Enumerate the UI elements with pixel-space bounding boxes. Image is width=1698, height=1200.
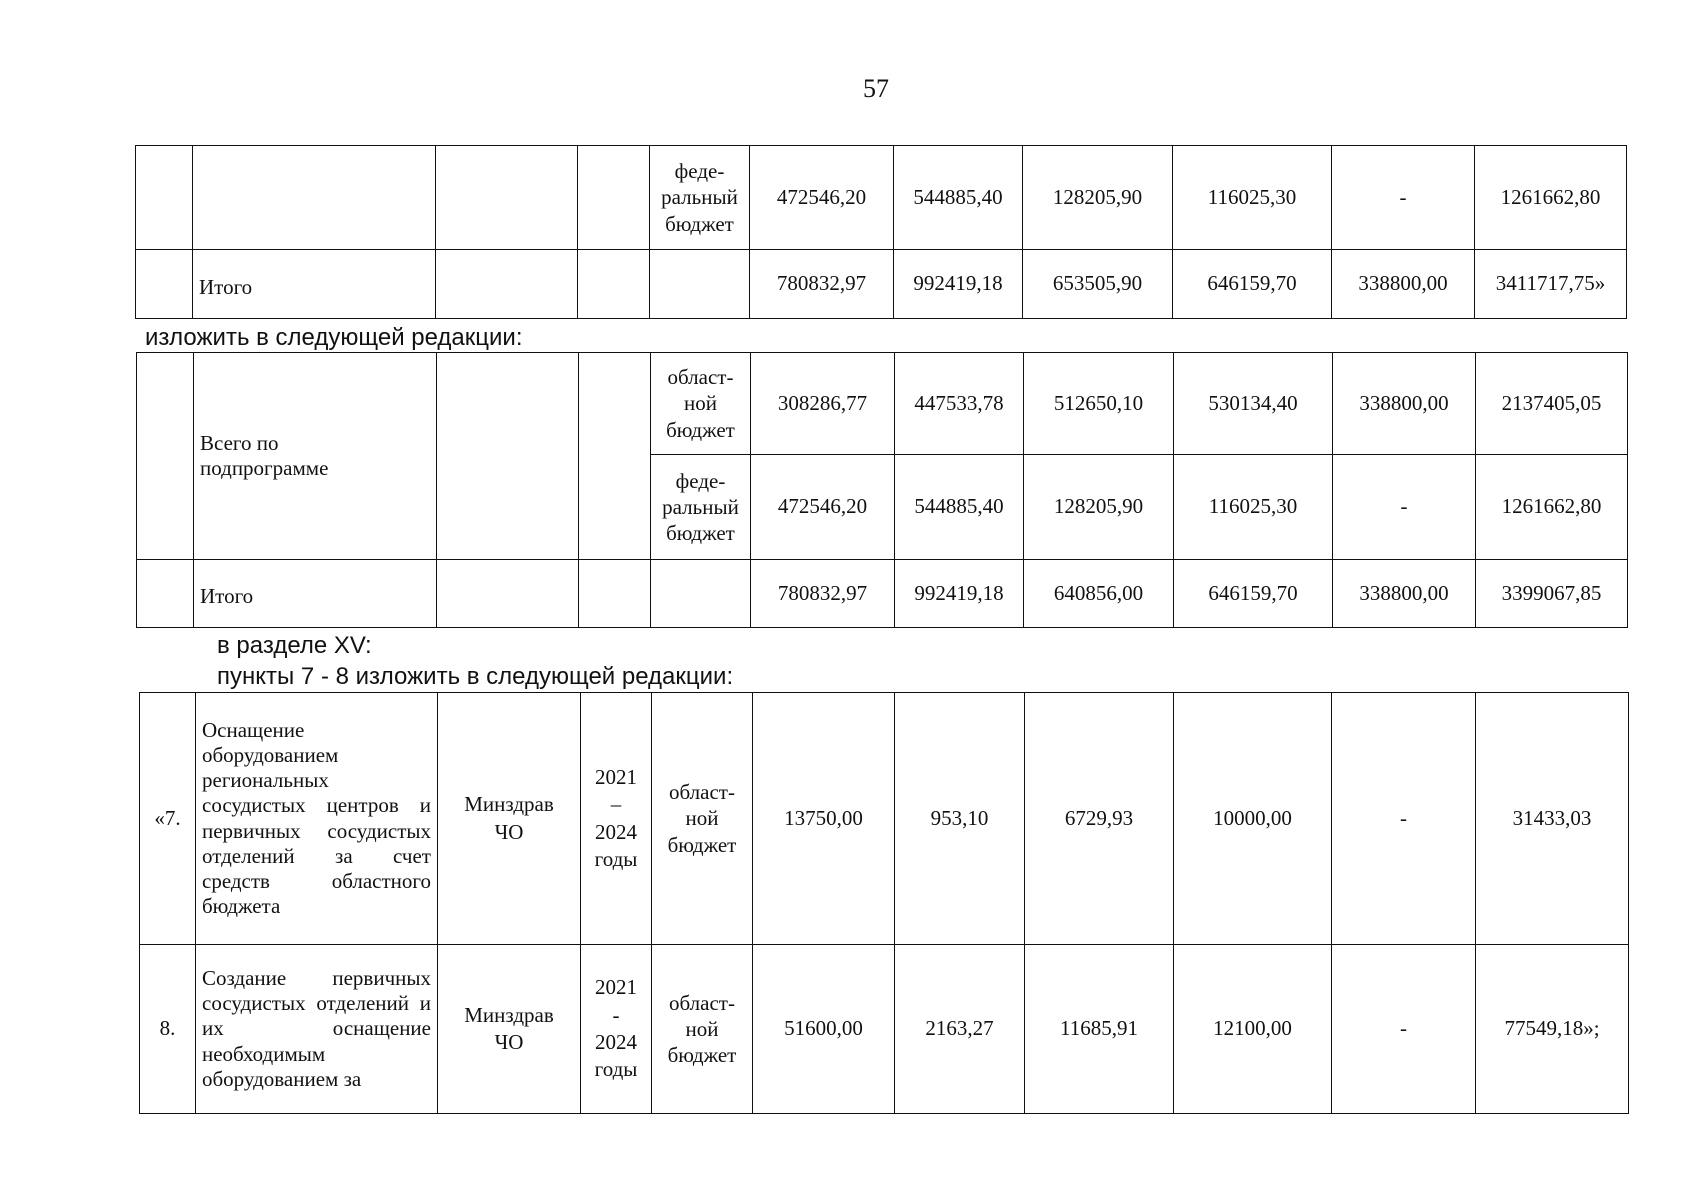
value-cell: -: [1332, 693, 1476, 945]
instruction-text: пункты 7 - 8 изложить в следующей редакции:: [217, 663, 734, 690]
value-cell: 128205,90: [1023, 146, 1173, 250]
value-cell: 6729,93: [1025, 693, 1174, 945]
subprogram-total-label: Всего по подпрограмме: [194, 353, 437, 560]
table-row: [137, 353, 1628, 455]
value-cell: 338800,00: [1333, 353, 1476, 455]
value-cell: 338800,00: [1332, 250, 1475, 319]
value-cell: 640856,00: [1024, 560, 1174, 628]
item-description: Оснащение оборудованием региональных сосудистых центров и первичных сосудистых отделений за счет средств областного бюджета: [196, 693, 438, 945]
value-cell: 992419,18: [894, 250, 1023, 319]
page-number: 57: [863, 74, 889, 103]
executor: Минздрав ЧО: [438, 945, 581, 1114]
value-cell: 780832,97: [750, 250, 894, 319]
value-cell: 780832,97: [751, 560, 895, 628]
funding-source: област- ной бюджет: [652, 945, 753, 1114]
value-cell: -: [1332, 146, 1475, 250]
executor: Минздрав ЧО: [438, 693, 581, 945]
table-row: [137, 560, 1628, 628]
value-cell: -: [1332, 945, 1476, 1114]
table-new-edition: [136, 352, 1628, 628]
funding-source: феде- ральный бюджет: [650, 146, 750, 250]
table-row: [140, 693, 1629, 945]
section-text: в разделе XV:: [217, 632, 372, 659]
value-cell: 646159,70: [1174, 560, 1333, 628]
value-cell: 544885,40: [895, 455, 1024, 560]
instruction-text: изложить в следующей редакции:: [145, 324, 523, 351]
value-cell: 653505,90: [1023, 250, 1173, 319]
value-cell: 116025,30: [1174, 455, 1333, 560]
value-cell: 544885,40: [894, 146, 1023, 250]
years: 2021 – 2024 годы: [581, 693, 652, 945]
item-number: 8.: [140, 945, 196, 1114]
value-cell: 3399067,85: [1476, 560, 1628, 628]
value-cell: 447533,78: [895, 353, 1024, 455]
funding-source: област- ной бюджет: [651, 353, 751, 455]
funding-source: област- ной бюджет: [652, 693, 753, 945]
value-cell: 646159,70: [1173, 250, 1332, 319]
value-cell: 2163,27: [895, 945, 1025, 1114]
value-cell: 338800,00: [1333, 560, 1476, 628]
value-cell: 2137405,05: [1476, 353, 1628, 455]
value-cell: 1261662,80: [1476, 455, 1628, 560]
value-cell: 953,10: [895, 693, 1025, 945]
table-items: [139, 692, 1629, 1114]
item-number: «7.: [140, 693, 196, 945]
value-cell: 10000,00: [1174, 693, 1332, 945]
value-cell: 31433,03: [1476, 693, 1629, 945]
item-description: Создание первичных сосудистых отделений и их оснащение необходимым оборудованием за: [196, 945, 438, 1114]
value-cell: 308286,77: [751, 353, 895, 455]
value-cell: 12100,00: [1174, 945, 1332, 1114]
table-row: [136, 146, 1627, 250]
value-cell: 116025,30: [1173, 146, 1332, 250]
table-continuation: [135, 145, 1627, 319]
table-row: [140, 945, 1629, 1114]
total-label: Итого: [193, 250, 436, 319]
value-cell: 77549,18»;: [1476, 945, 1629, 1114]
total-label: Итого: [194, 560, 437, 628]
value-cell: -: [1333, 455, 1476, 560]
value-cell: 1261662,80: [1475, 146, 1627, 250]
table-row: [136, 250, 1627, 319]
value-cell: 530134,40: [1174, 353, 1333, 455]
value-cell: 472546,20: [751, 455, 895, 560]
value-cell: 51600,00: [753, 945, 895, 1114]
value-cell: 128205,90: [1024, 455, 1174, 560]
years: 2021 - 2024 годы: [581, 945, 652, 1114]
value-cell: 992419,18: [895, 560, 1024, 628]
value-cell: 13750,00: [753, 693, 895, 945]
value-cell: 472546,20: [750, 146, 894, 250]
value-cell: 3411717,75»: [1475, 250, 1627, 319]
funding-source: феде- ральный бюджет: [651, 455, 751, 560]
value-cell: 512650,10: [1024, 353, 1174, 455]
value-cell: 11685,91: [1025, 945, 1174, 1114]
